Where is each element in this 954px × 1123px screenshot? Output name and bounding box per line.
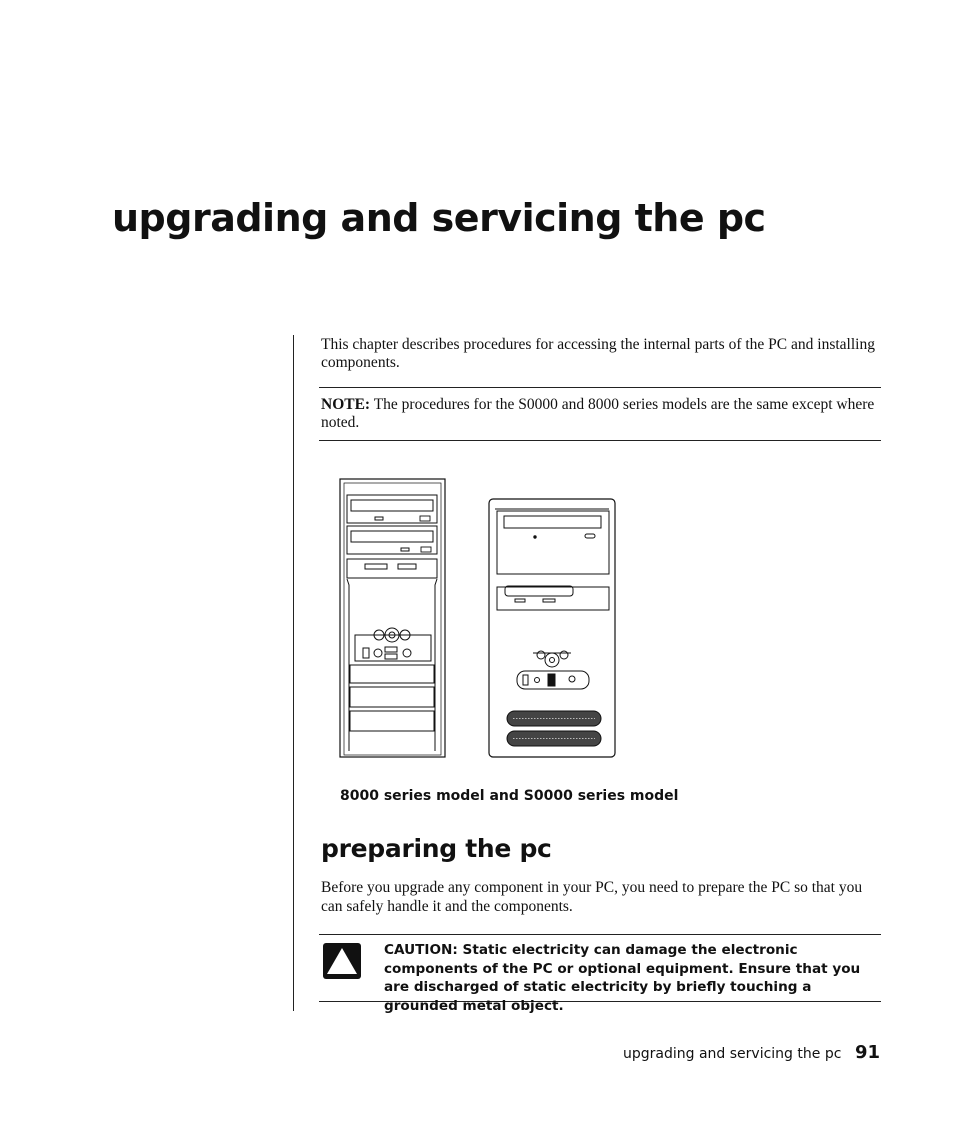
note-box	[319, 387, 881, 441]
caution-text: CAUTION: Static electricity can damage the electronic components of the PC or optional equipment. Ensure that you are discharged of static electricity by briefly touching a grounded metal object.	[384, 942, 861, 1014]
pc-tower-8000-series-icon	[340, 479, 445, 757]
note-label: NOTE:	[321, 396, 371, 413]
pc-models-figure	[335, 475, 625, 765]
figure-caption: 8000 series model and S0000 series model	[340, 788, 679, 804]
page-number: 91	[855, 1042, 881, 1063]
caution-box	[319, 934, 881, 1014]
section-heading: preparing the pc	[321, 834, 552, 863]
chapter-title: upgrading and servicing the pc	[112, 196, 766, 240]
section-body: Before you upgrade any component in your PC, you need to prepare the PC so that you can safely handle it and the components.	[321, 879, 863, 915]
note-text: The procedures for the S0000 and 8000 series models are the same except where noted.	[321, 396, 875, 431]
footer-chapter-title: upgrading and servicing the pc	[623, 1046, 842, 1062]
note-paragraph	[321, 396, 877, 432]
chapter-intro: This chapter describes procedures for accessing the internal parts of the PC and installing components.	[321, 336, 875, 371]
pc-tower-s0000-series-icon	[489, 499, 615, 757]
margin-rule	[293, 335, 294, 1011]
warning-triangle-icon	[323, 943, 361, 979]
